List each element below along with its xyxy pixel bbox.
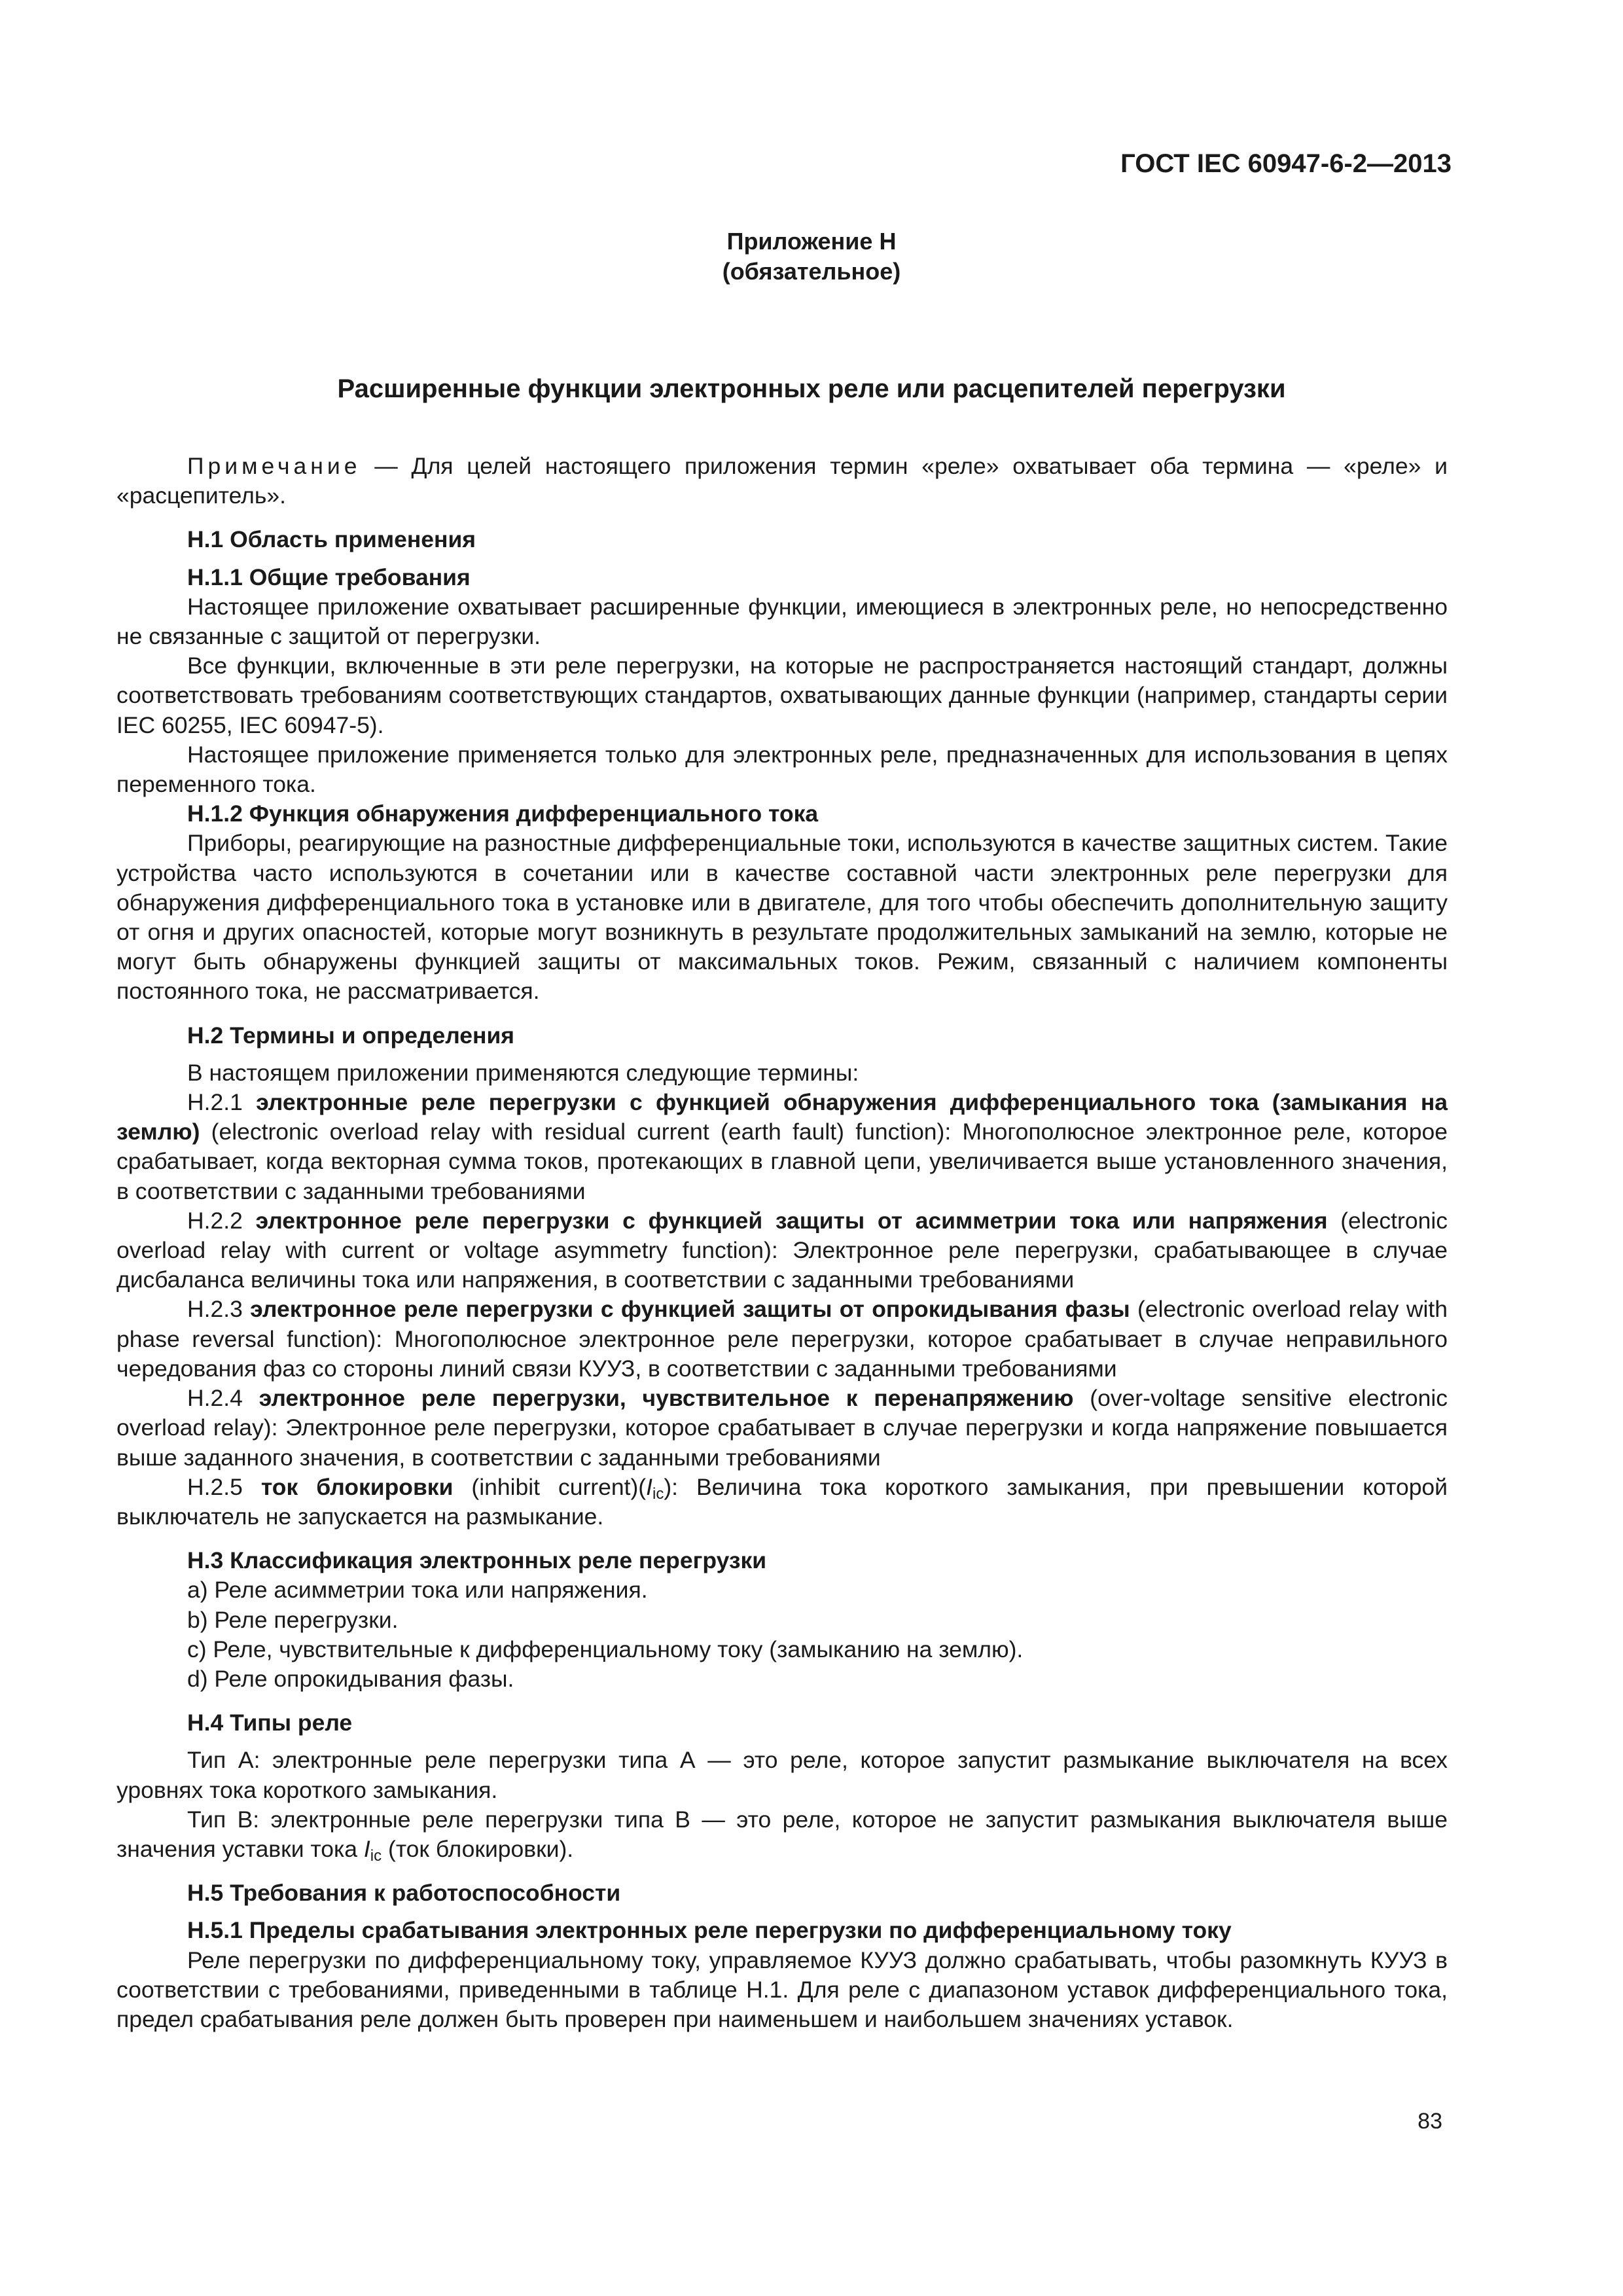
term-text: (electronic overload relay with current or voltage asymmetry function): Электронное реле перегрузки, срабатывающее в случае дисбаланса величины тока или напряжения, в соответствии с заданными требованиями	[116, 1207, 1448, 1293]
term-definition	[116, 1088, 1448, 1206]
page-number: 83	[1418, 2109, 1442, 2134]
term-name: электронное реле перегрузки с функцией защиты от опрокидывания фазы	[250, 1296, 1130, 1323]
section-heading-h5-1: Н.5.1 Пределы срабатывания электронных реле перегрузки по дифференциальному току	[187, 1917, 1232, 1944]
term-text: (electronic overload relay with phase reversal function): Многополюсное электронное реле перегрузки, которое срабатывает в случае неправильного чередования фаз со стороны линий связи КУУЗ, в соответствии с заданными требованиями	[116, 1296, 1448, 1382]
term-text: (over-voltage sensitive electronic overload relay): Электронное реле перегрузки, которое срабатывает в случае перегрузки и когда напряжение повышается выше заданного значения, в соответствии с заданными требованиями	[116, 1385, 1448, 1471]
document-body	[116, 452, 1448, 2034]
annex-status: (обязательное)	[722, 258, 901, 285]
section-heading-h1-2: Н.1.2 Функция обнаружения дифференциального тока	[187, 800, 819, 827]
term-definition	[116, 1473, 1448, 1532]
term-text: (electronic overload relay with residual current (earth fault) function): Многополюсное электронное реле, которое срабатывает, когда векторная сумма токов, протекающих в главной цепи, увеличивается выше установленного значения, в соответствии с заданными требованиями	[116, 1119, 1448, 1204]
term-definition	[116, 1295, 1448, 1384]
annex-heading	[0, 226, 1623, 287]
paragraph: Настоящее приложение охватывает расширенные функции, имеющиеся в электронных реле, но непосредственно не связанные с защитой от перегрузки.	[116, 593, 1448, 650]
term-number: Н.2.4	[187, 1385, 259, 1412]
paragraph: Реле перегрузки по дифференциальному току, управляемое КУУЗ должно срабатывать, чтобы разомкнуть КУУЗ в соответствии с требованиями, приведенными в таблице Н.1. Для реле с диапазоном уставок дифференциального тока, предел срабатывания реле должен быть проверен при наименьшем и наибольшем значениях уставок.	[116, 1946, 1448, 2032]
term-definition	[116, 1384, 1448, 1473]
term-number: Н.2.2	[187, 1207, 256, 1234]
paragraph-text: (ток блокировки).	[382, 1835, 574, 1862]
section-heading-h2: Н.2 Термины и определения	[187, 1022, 515, 1049]
note-text: — Для целей настоящего приложения термин «реле» охватывает оба термина — «реле» и «расцепитель».	[116, 453, 1448, 509]
term-name: электронное реле перегрузки, чувствительное к перенапряжению	[259, 1385, 1074, 1412]
paragraph-text: Тип В: электронные реле перегрузки типа В — это реле, которое не запустит размыкания выключателя выше значения уставки тока	[116, 1806, 1448, 1862]
term-text: ): Величина тока короткого замыкания, при превышении которой выключатель не запускается на размыкание.	[116, 1473, 1448, 1530]
symbol-subscript: ic	[370, 1846, 382, 1865]
section-heading-h1-1: Н.1.1 Общие требования	[187, 564, 471, 590]
term-number: Н.2.3	[187, 1296, 251, 1323]
annex-title: Расширенные функции электронных реле или расцепителей перегрузки	[337, 374, 1286, 403]
section-heading-h3: Н.3 Классификация электронных реле перегрузки	[187, 1547, 767, 1574]
annex-label: Приложение Н	[726, 228, 897, 255]
list-item: a) Реле асимметрии тока или напряжения.	[187, 1577, 648, 1604]
note-paragraph	[116, 452, 1448, 511]
term-number: Н.2.5	[187, 1473, 261, 1500]
paragraph	[116, 1805, 1448, 1864]
paragraph: Тип А: электронные реле перегрузки типа А — это реле, которое запустит размыкание выключателя на всех уровнях тока короткого замыкания.	[116, 1747, 1448, 1803]
symbol-subscript: ic	[652, 1484, 664, 1503]
list-item: c) Реле, чувствительные к дифференциальному току (замыканию на землю).	[187, 1636, 1024, 1662]
section-heading-h1: Н.1 Область применения	[187, 526, 476, 553]
term-number: Н.2.1	[187, 1089, 257, 1116]
paragraph: Настоящее приложение применяется только для электронных реле, предназначенных для использования в цепях переменного тока.	[116, 741, 1448, 798]
term-name: электронные реле перегрузки с функцией обнаружения дифференциального тока (замыкания на землю)	[116, 1089, 1448, 1145]
term-definition	[116, 1206, 1448, 1295]
paragraph: В настоящем приложении применяются следующие термины:	[187, 1059, 859, 1086]
list-item: d) Реле опрокидывания фазы.	[187, 1665, 514, 1692]
list-item: b) Реле перегрузки.	[187, 1606, 399, 1633]
term-text: (inhibit current)(	[453, 1473, 647, 1500]
paragraph: Все функции, включенные в эти реле перегрузки, на которые не распространяется настоящий стандарт, должны соответствовать требованиям соответствующих стандартов, охватывающих данные функции (например, стандарты серии IEC 60255, IEC 60947-5).	[116, 653, 1448, 738]
document-code: ГОСТ IEC 60947-6-2—2013	[1120, 149, 1452, 178]
term-name: электронное реле перегрузки с функцией защиты от асимметрии тока или напряжения	[255, 1207, 1328, 1234]
paragraph: Приборы, реагирующие на разностные дифференциальные токи, используются в качестве защитных систем. Такие устройства часто используются в сочетании или в качестве составной части электронных реле перегрузки для обнаружения дифференциального тока в установке или в двигателе, для того чтобы обеспечить дополнительную защиту от огня и других опасностей, которые могут возникнуть в результате продолжительных замыканий на землю, которые не могут быть обнаружены функцией защиты от максимальных токов. Режим, связанный с наличием компоненты постоянного тока, не рассматривается.	[116, 830, 1448, 1005]
symbol: I	[646, 1473, 652, 1500]
section-heading-h4: Н.4 Типы реле	[187, 1710, 353, 1736]
section-heading-h5: Н.5 Требования к работоспособности	[187, 1880, 621, 1907]
note-label: Примечание	[187, 453, 361, 479]
term-name: ток блокировки	[260, 1473, 454, 1500]
symbol: I	[363, 1835, 370, 1862]
